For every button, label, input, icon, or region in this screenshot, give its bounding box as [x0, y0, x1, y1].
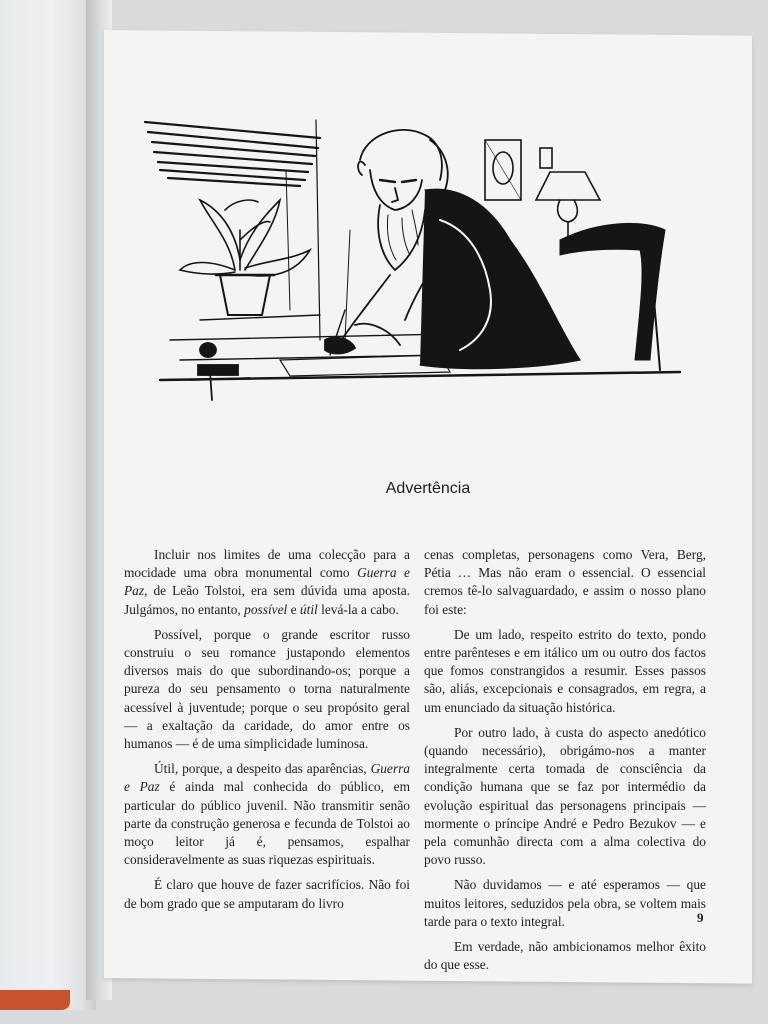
- text-segment: e: [287, 601, 300, 617]
- paragraph: [424, 626, 706, 717]
- text-segment: É claro que houve de fazer sacrifícios. Não foi de bom grado que se amputaram do livro: [124, 877, 410, 911]
- paragraph: [124, 760, 410, 869]
- paragraph: [124, 546, 410, 619]
- paragraph: [124, 876, 410, 912]
- text-segment: Em verdade, não ambicionamos melhor êxito do que esse.: [424, 939, 706, 973]
- text-segment: Por outro lado, à custa do aspecto anedótico (quando necessário), obrigámo-nos a manter integralmente certa tomada de consciência da condição humana que se faz por intermédio da evolução espiritual das personagens principais — mormente o príncipe André e Pedro Bezukov — e pela comunhão directa com a alma colectiva do povo russo.: [424, 724, 706, 868]
- italic-text: Guerra e Paz: [124, 565, 411, 599]
- paragraph: [124, 626, 410, 753]
- paragraph: [424, 724, 706, 870]
- page-heading: Advertência: [385, 480, 471, 497]
- italic-text: Guerra e Paz: [124, 761, 410, 795]
- paragraph: [424, 876, 706, 931]
- text-segment: Não duvidamos — e até esperamos — que muitos leitores, seduzidos pela obra, se voltem mais tarde para o texto integral.: [424, 877, 706, 929]
- left-page-edge: [0, 0, 96, 1010]
- potted-plant-icon: [180, 200, 310, 315]
- italic-text: útil: [299, 601, 318, 617]
- left-text-column: [124, 546, 410, 920]
- right-text-column: [424, 546, 706, 981]
- chair-icon: [560, 223, 665, 370]
- text-segment: cenas completas, personagens como Vera, Berg, Pétia … Mas não eram o essencial. O essencial cremos tê-lo salvaguardado, e assim o nosso plano foi este:: [424, 547, 706, 617]
- text-segment: é ainda mal conhecida do público, em particular do público juvenil. Não transmitir senão parte da construção generosa e fecunda de Tolstoi ao moço leitor já é, pensamos, espalhar consideravelmente as suas riquezas espirituais.: [124, 779, 410, 868]
- text-segment: Incluir nos limites de uma colecção para a mocidade uma obra monumental como: [124, 547, 410, 581]
- text-segment: De um lado, respeito estrito do texto, pondo entre parênteses e em itálico um ou outro dos factos que fomos constrangidos a resumir. Esses passos são, aliás, excepcionais e consagrados, em regra, a um enunciado da situação histórica.: [424, 626, 706, 715]
- text-segment: Possível, porque o grande escritor russo construiu o seu romance justapondo elementos diversos mais do que subordinando-os; porque a pureza do seu pensamento o torna naturalmente acessível à juventude; porque o seu propósito geral — a exaltação da caridade, do amor entre os humanos — é de uma simplicidade luminosa.: [124, 626, 410, 752]
- table-lamp-icon: [536, 148, 600, 240]
- book-cover-edge: [0, 990, 70, 1010]
- text-segment: , de Leão Tolstoi, era sem dúvida uma aposta. Julgámos, no entanto,: [124, 583, 410, 617]
- tolstoy-writing-illustration: [140, 110, 685, 410]
- italic-text: possível: [244, 601, 288, 617]
- wall-portrait-icon: [485, 140, 521, 200]
- paragraph: [424, 938, 706, 974]
- window-blinds-icon: [145, 120, 320, 340]
- text-segment: levá-la a cabo.: [317, 601, 399, 617]
- paragraph: [424, 546, 706, 619]
- page-number: 9: [697, 910, 704, 925]
- inkwell-icon: [190, 343, 250, 400]
- writer-figure-icon: [280, 130, 580, 376]
- text-segment: Útil, porque, a despeito das aparências,: [154, 761, 371, 777]
